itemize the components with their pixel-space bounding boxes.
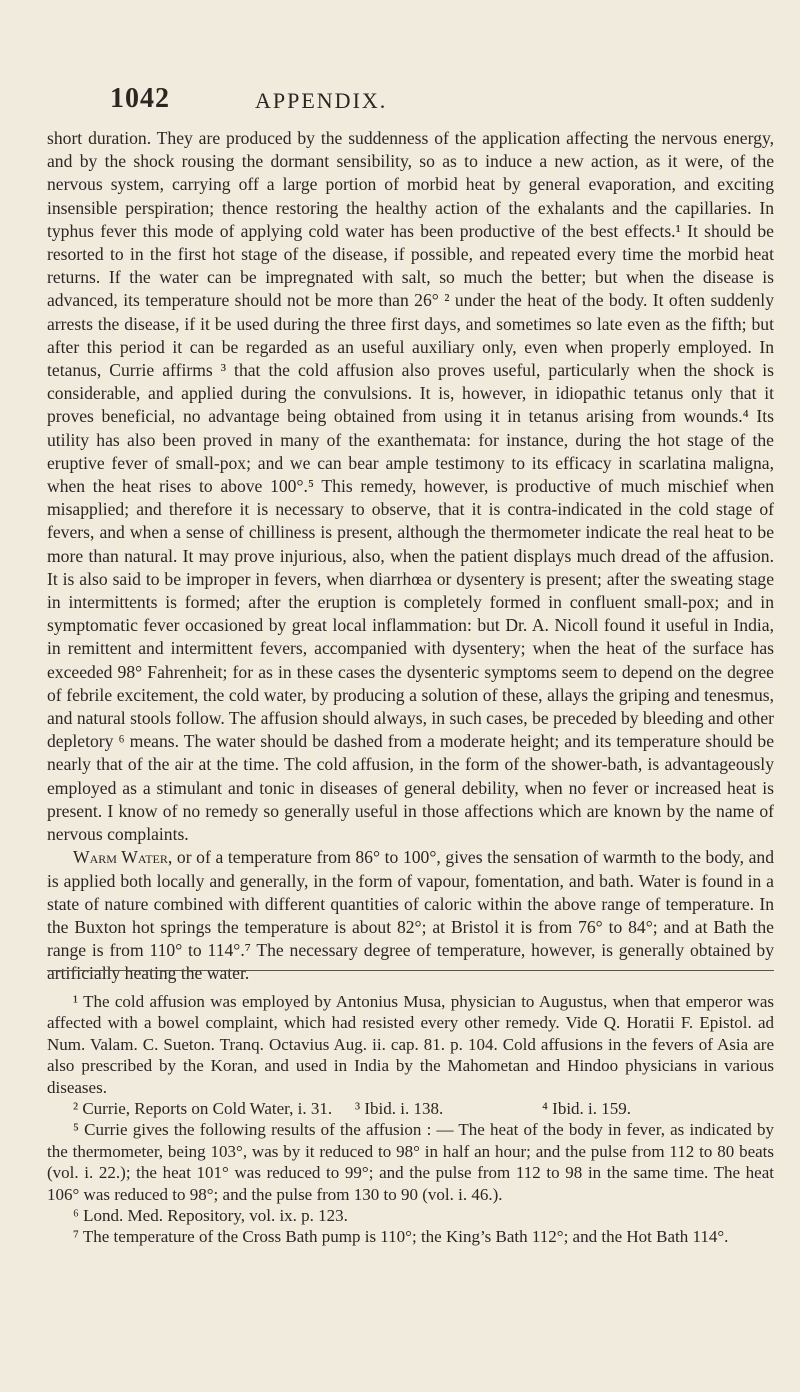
footnote: ³ Ibid. i. 138. [355, 1099, 444, 1119]
footnote-row [47, 1098, 774, 1119]
footnote: ⁴ Ibid. i. 159. [542, 1099, 632, 1119]
page-header [110, 83, 760, 119]
footnote: ⁷ The temperature of the Cross Bath pump is 110°; the King’s Bath 112°; and the Hot Bath 114°. [73, 1227, 729, 1247]
footnote: ¹ The cold affusion was employed by Antonius Musa, physician to Augustus, when that emperor was affected with a bowel complaint, which had resisted every other remedy. Vide Q. Horatii F. Epistol. ad Num. Valam. C. Sueton. Tranq. Octavius Aug. ii. cap. 81. p. 104. Cold affusions in the fevers of Asia are also prescribed by the Koran, and used in India by the Mahometan and Hindoo physicians in various diseases. [47, 992, 774, 1097]
running-head: APPENDIX. [255, 88, 388, 113]
body-text [47, 127, 774, 986]
footnote: ⁶ Lond. Med. Repository, vol. ix. p. 123. [73, 1206, 348, 1226]
body-paragraph: short duration. They are produced by the suddenness of the application affecting the nervous energy, and by the shock rousing the dormant sensibility, so as to induce a new action, as it were, of the nervous system, carrying off a large portion of morbid heat by general evaporation, and exciting insensible perspiration; thence restoring the healthy action of the exhalants and the capillaries. In typhus fever this mode of applying cold water has been productive of the best effects.¹ It should be resorted to in the first hot stage of the disease, if possible, and repeated every time the morbid heat returns. If the water can be impregnated with salt, so much the better; but when the disease is advanced, its temperature should not be more than 26° ² under the heat of the body. It often suddenly arrests the disease, if it be used during the three first days, and sometimes so late even as the fifth; but after this period it can be regarded as an useful auxiliary only, even when properly employed. In tetanus, Currie affirms ³ that the cold affusion also proves useful, particularly when the shock is considerable, and applied during the convulsions. It is, however, in idiopathic tetanus only that it proves beneficial, no advantage being obtained from using it in tetanus arising from wounds.⁴ Its utility has also been proved in many of the exanthemata: for instance, during the hot stage of the eruptive fever of small-pox; and we can bear ample testimony to its efficacy in scarlatina maligna, when the heat rises to above 100°.⁵ This remedy, however, is productive of much mischief when misapplied; and therefore it is necessary to observe, that it is contra-indicated in the cold stage of fevers, and when a sense of chilliness is present, although the thermometer indicate the real heat to be more than natural. It may prove injurious, also, when the patient displays much dread of the affusion. It is also said to be improper in fevers, when diarrhœa or dysentery is present; after the sweating stage in intermittents is formed; after the eruption is completely formed in confluent small-pox; and in symptomatic fever occasioned by great local inflammation: but Dr. A. Nicoll found it useful in India, in remittent and intermittent fevers, accompanied with dysentery; when the heat of the surface has exceeded 98° Fahrenheit; for as in these cases the dysenteric symptoms seem to depend on the degree of febrile excitement, the cold water, by producing a solution of these, allays the griping and tenesmus, and natural stools follow. The affusion should always, in such cases, be preceded by bleeding and other depletory ⁶ means. The water should be dashed from a moderate height; and its temperature should be nearly that of the air at the time. The cold affusion, in the form of the shower-bath, is advantageously employed as a stimulant and tonic in diseases of general debility, when no fever or increased heat is present. I know of no remedy so generally useful in those affections which are known by the name of nervous complaints. [47, 128, 774, 845]
page-number: 1042 [110, 83, 170, 114]
footnote: ² Currie, Reports on Cold Water, i. 31. [73, 1099, 333, 1119]
body-paragraph [47, 846, 774, 985]
footnotes [47, 991, 774, 1248]
footnote-divider [47, 970, 774, 971]
paragraph-lead: Warm Water, [73, 847, 173, 868]
footnote: ⁵ Currie gives the following results of the affusion : — The heat of the body in fever, as indicated by the thermometer, being 103°, was by it reduced to 98° in half an hour; and the pulse from 112 to 80 beats (vol. i. 22.); the heat 101° was reduced to 99°; and the pulse from 112 to 98 in the same time. The heat 106° was reduced to 98°; and the pulse from 130 to 90 (vol. i. 46.). [47, 1120, 774, 1204]
paragraph-text: or of a temperature from 86° to 100°, gives the sensation of warmth to the body, and is applied both locally and generally, in the form of vapour, fomentation, and bath. Water is found in a state of nature combined with different quantities of caloric within the above range of temperature. In the Buxton hot springs the temperature is about 82°; at Bristol it is from 76° to 84°; and at Bath the range is from 110° to 114°.⁷ The necessary degree of temperature, however, is generally obtained by artificially heating the water. [47, 847, 774, 984]
